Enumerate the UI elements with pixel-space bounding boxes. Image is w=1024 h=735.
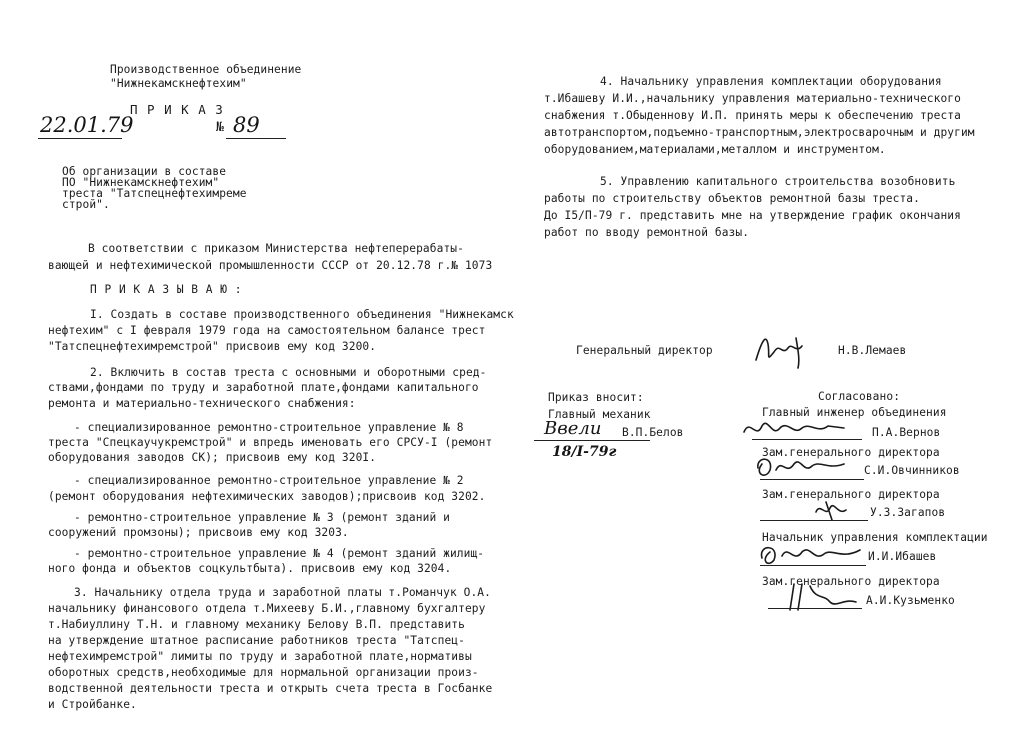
approval-3-line bbox=[760, 520, 868, 521]
p4-line-4: автотранспортом,подъемно-транспортным,электросварочным и другим bbox=[544, 126, 975, 139]
p3-line-3: т.Набиуллину Т.Н. и главному механику Белову В.П. представить bbox=[48, 618, 465, 631]
subject-line-1: Об организации в составе bbox=[62, 165, 227, 178]
p5-line-4: работ по вводу ремонтной базы. bbox=[544, 226, 750, 239]
subject-line-2: ПО "Нижнекамскнефтехим" bbox=[62, 176, 220, 189]
p2-line-1: 2. Включить в состав треста с основными и оборотными сред- bbox=[90, 366, 487, 379]
p2-line-3: ремонта и материально-технического снабжения: bbox=[48, 397, 356, 410]
approval-4-name: И.И.Ибашев bbox=[868, 550, 937, 563]
p2-item4-line-1: - ремонтно-строительное управление № 4 (ремонт зданий жилищ- bbox=[74, 547, 485, 560]
org-name-line1: Производственное объединение bbox=[110, 63, 302, 76]
p4-line-1: 4. Начальнику управления комплектации оборудования bbox=[600, 75, 942, 88]
subject-line-3: треста "Татспецнефтехимреме bbox=[62, 187, 247, 200]
approval-1-line bbox=[752, 439, 862, 440]
signatory-title: Генеральный директор bbox=[576, 344, 713, 357]
approvals-title: Согласовано: bbox=[818, 390, 901, 403]
submitter-signature: Ввели bbox=[544, 418, 602, 439]
subject-line-4: строй". bbox=[62, 198, 110, 211]
approval-5-title: Зам.генерального директора bbox=[762, 575, 940, 588]
p5-line-2: работы по строительству объектов ремонтной базы треста. bbox=[544, 192, 920, 205]
p2-item1-line-1: - специализированное ремонтно-строительное управление № 8 bbox=[74, 421, 464, 434]
p5-line-1: 5. Управлению капитального строительства возобновить bbox=[600, 175, 956, 188]
p4-line-2: т.Ибашеву И.И.,начальнику управления материально-технического bbox=[544, 92, 961, 105]
approval-1-name: П.А.Вернов bbox=[872, 426, 941, 439]
approval-2-title: Зам.генерального директора bbox=[762, 446, 940, 459]
approval-2-signature bbox=[752, 452, 852, 482]
approval-4-title: Начальник управления комплектации bbox=[762, 531, 988, 544]
number-sign: № bbox=[216, 120, 224, 135]
p3-line-5: нефтехимремстрой" лимиты по труду и заработной плате,нормативы bbox=[48, 650, 472, 663]
p3-line-8: и Стройбанке. bbox=[48, 698, 137, 711]
p2-line-2: ствами,фондами по труду и заработной плате,фондами капитального bbox=[48, 381, 479, 394]
approval-2-line bbox=[760, 479, 864, 480]
p1-line-3: "Татспецнефтехимремстрой" присвоив ему код 3200. bbox=[48, 340, 377, 353]
org-name-line2: "Нижнекамскнефтехим" bbox=[110, 77, 247, 90]
signatory-name: Н.В.Лемаев bbox=[838, 344, 907, 357]
p2-item2-line-1: - специализированное ремонтно-строительное управление № 2 bbox=[74, 474, 464, 487]
p2-item2-line-2: (ремонт оборудования нефтехимических заводов);присвоив код 3202. bbox=[48, 490, 486, 503]
number-underline bbox=[226, 138, 286, 139]
p3-line-2: начальнику финансового отдела т.Михееву Б.И.,главному бухгалтеру bbox=[48, 602, 486, 615]
p2-item1-line-2: треста "Спецкаучукремстрой" и впредь именовать его СРСУ-I (ремонт bbox=[48, 436, 493, 449]
p2-item3-line-2: сооружений промзоны); присвоив ему код 3203. bbox=[48, 526, 349, 539]
date-underline bbox=[38, 138, 122, 139]
director-signature bbox=[752, 330, 812, 370]
approval-2-name: С.И.Овчинников bbox=[864, 464, 960, 477]
preamble-line-2: вающей и нефтехимической промышленности СССР от 20.12.78 г.№ 1073 bbox=[48, 259, 493, 272]
p5-line-3: До I5/П-79 г. представить мне на утверждение график окончания bbox=[544, 209, 961, 222]
approval-3-name: У.З.Загапов bbox=[870, 506, 946, 519]
submitter-handwritten-date: 18/I-79г bbox=[552, 444, 617, 460]
p2-item4-line-2: ного фонда и объектов соцкультбыта). присвоив ему код 3204. bbox=[48, 562, 452, 575]
approval-4-line bbox=[760, 565, 866, 566]
p1-line-2: нефтехим" с I февраля 1979 года на самостоятельном балансе трест bbox=[48, 324, 486, 337]
p2-item1-line-3: оборудования заводов СК); присвоив ему код 320I. bbox=[48, 451, 377, 464]
p3-line-6: оборотных средств,необходимые для нормальной организации произ- bbox=[48, 666, 479, 679]
p4-line-5: оборудованием,материалами,металлом и инструментом. bbox=[544, 143, 886, 156]
order-word: П Р И К А З Ы В А Ю : bbox=[90, 283, 242, 296]
p3-line-1: 3. Начальнику отдела труда и заработной платы т.Романчук О.А. bbox=[74, 586, 491, 599]
p4-line-3: снабжения т.Обыденнову И.П. принять меры к обеспечению треста bbox=[544, 109, 961, 122]
submitter-title: Главный механик bbox=[548, 408, 651, 421]
p3-line-7: водственной деятельности треста и открыть счета треста в Госбанке bbox=[48, 682, 493, 695]
submitter-signature-line bbox=[534, 440, 650, 441]
p3-line-4: на утверждение штатное расписание работников треста "Татспец- bbox=[48, 634, 465, 647]
preamble-line-1: В соответствии с приказом Министерства нефтеперерабаты- bbox=[88, 242, 464, 255]
doc-type-title: П Р И К А З bbox=[130, 102, 224, 117]
approval-5-line bbox=[768, 608, 862, 609]
p2-item3-line-1: - ремонтно-строительное управление № 3 (ремонт зданий и bbox=[74, 511, 450, 524]
submitter-name: В.П.Белов bbox=[622, 426, 684, 439]
p1-line-1: I. Создать в составе производственного объединения "Нижнекамск bbox=[90, 308, 514, 321]
handwritten-date: 22.01.79 bbox=[40, 113, 134, 137]
approval-1-title: Главный инженер объединения bbox=[762, 406, 947, 419]
submitter-label: Приказ вносит: bbox=[548, 391, 644, 404]
approval-5-name: А.И.Кузьменко bbox=[866, 594, 955, 607]
approval-3-title: Зам.генерального директора bbox=[762, 488, 940, 501]
handwritten-order-number: 89 bbox=[233, 113, 260, 137]
